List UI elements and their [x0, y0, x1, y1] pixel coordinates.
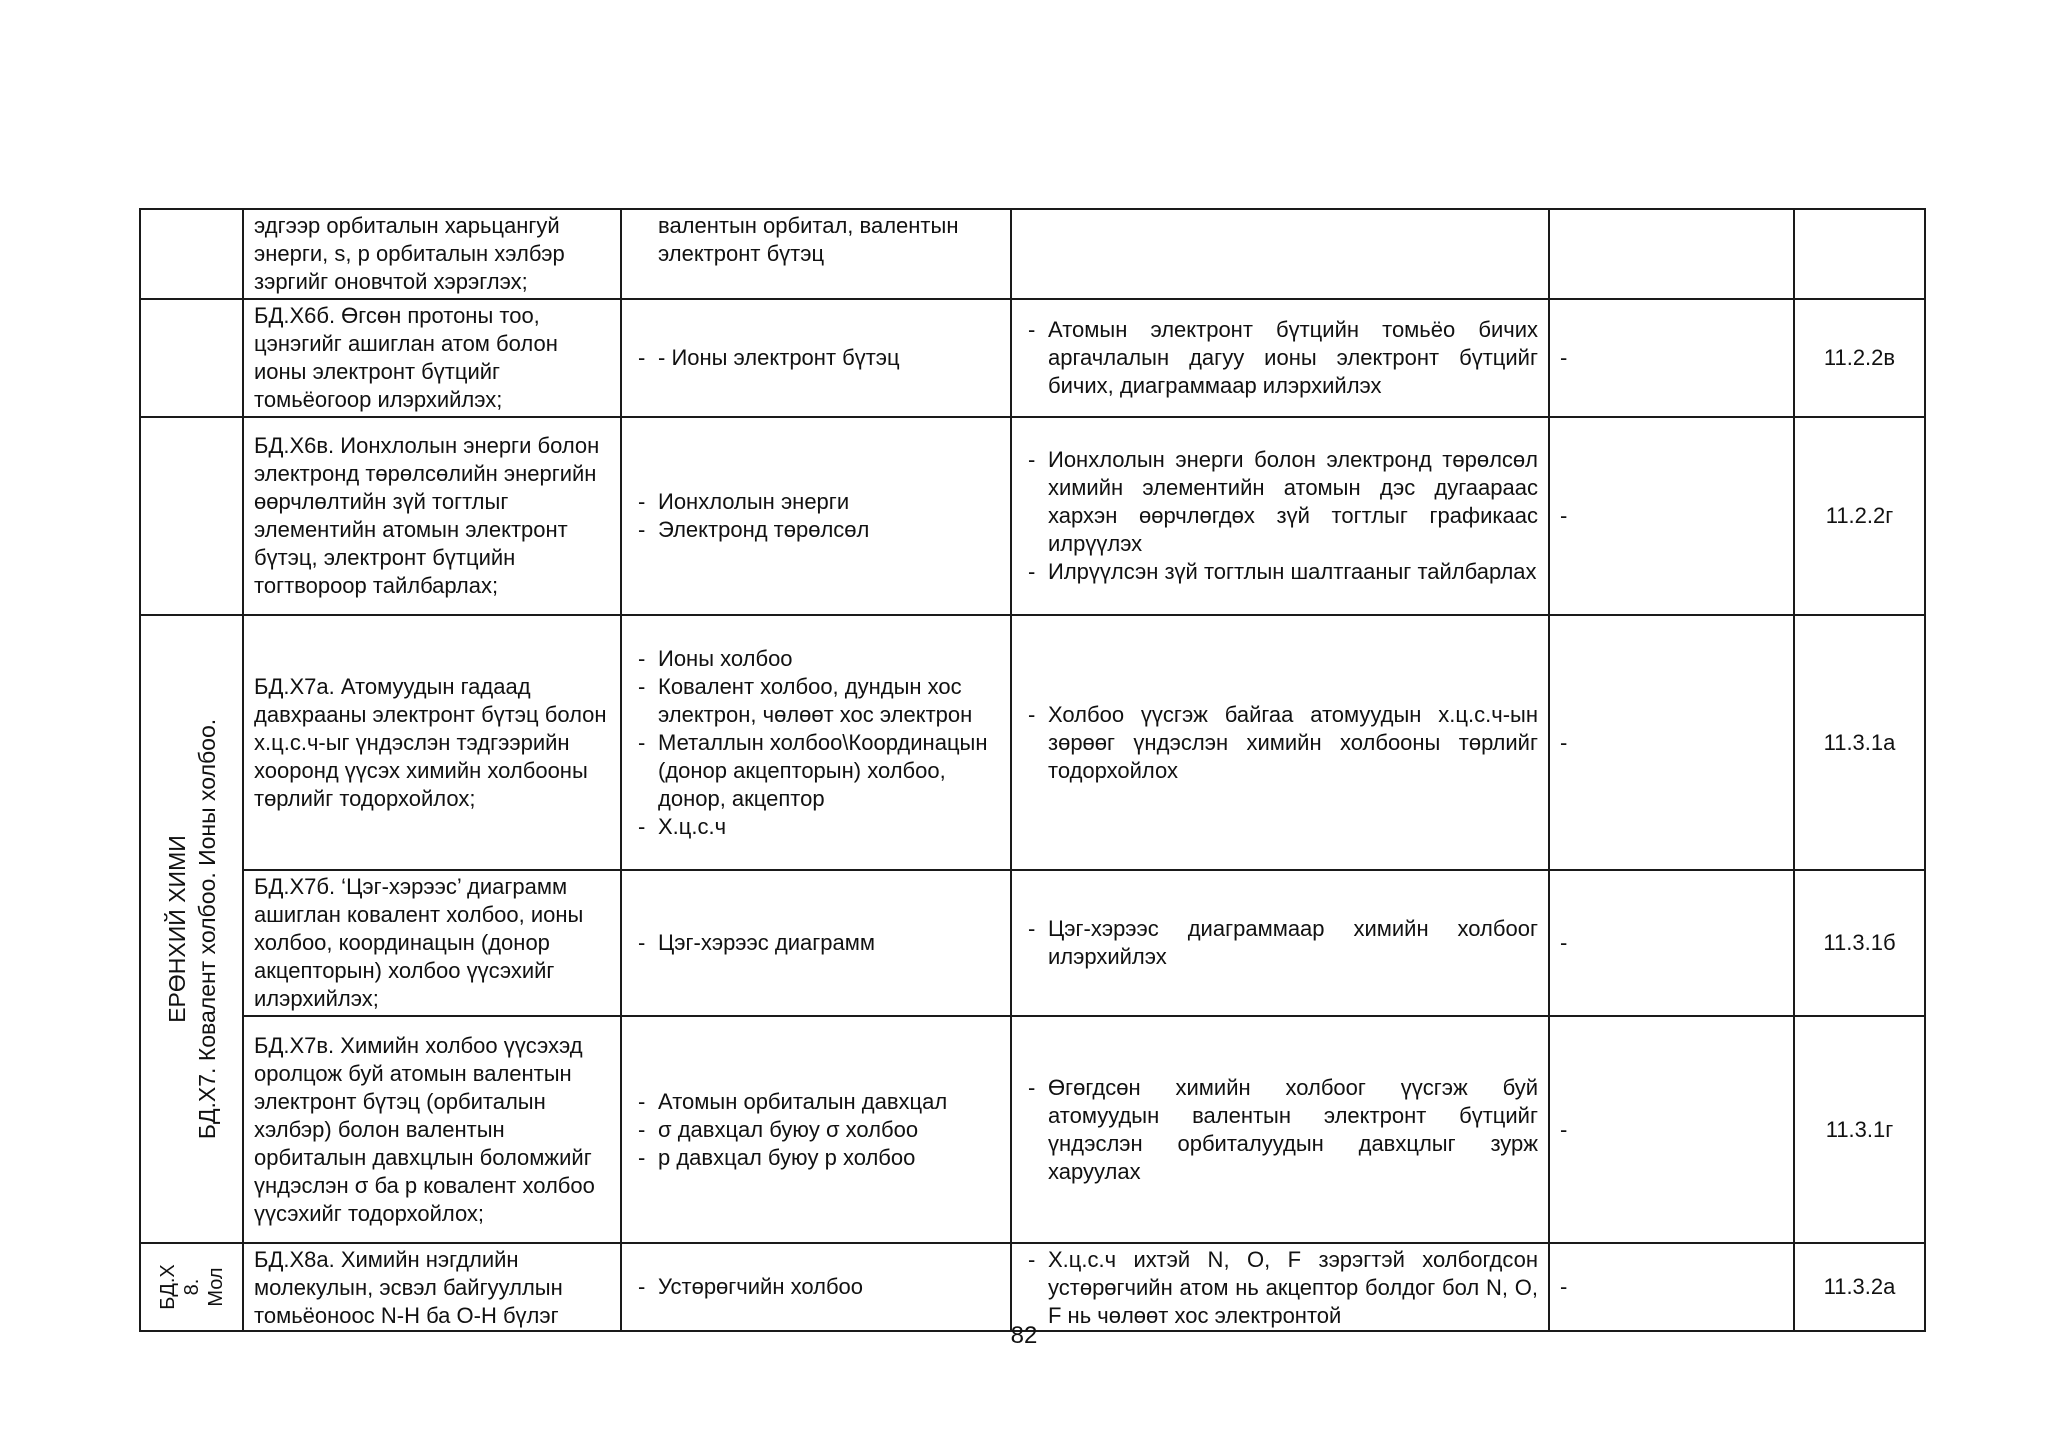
extra-cell: -: [1549, 1016, 1794, 1243]
content-cell: [621, 1016, 1011, 1243]
code-cell: 11.3.2а: [1794, 1243, 1925, 1331]
extra-cell: -: [1549, 1243, 1794, 1331]
extra-cell: [1549, 209, 1794, 299]
section-cell-bd-x7: [140, 615, 243, 1243]
list-item: - p давхцал буюу p холбоо: [658, 1144, 1000, 1172]
section-title-vertical: ЕРӨНХИЙ ХИМИ БД.Х7. Ковалент холбоо. Ионы холбоо.: [163, 718, 220, 1140]
list-item: - Холбоо үүсгэж байгаа атомуудын х.ц.с.ч-ын зөрөөг үндэслэн химийн холбооны төрлийг тодорхойлох: [1048, 701, 1538, 785]
section-cell-prev: [140, 209, 243, 299]
objective-cell: БД.Х8а. Химийн нэгдлийн молекулын, эсвэл байгууллын томьёоноос N-H ба O-H бүлэг: [243, 1243, 621, 1331]
criteria-list: [1022, 915, 1538, 971]
content-list: [632, 1273, 1000, 1301]
list-item: - Металлын холбоо\Координацын (донор акцепторын) холбоо, донор, акцептор: [658, 729, 1000, 813]
content-list: [632, 929, 1000, 957]
objective-cell: БД.Х6в. Ионхлолын энерги болон электронд төрөлсөлийн энергийн өөрчлөлтийн зүй тогтлыг элементийн атомын электронт бүтэц, электронт бүтцийн тогтвороор тайлбарлах;: [243, 417, 621, 615]
list-item: - Өгөгдсөн химийн холбоог үүсгэж буй атомуудын валентын электронт бүтцийг үндэслэн орбиталуудын давхцлыг зурж харуулах: [1048, 1074, 1538, 1186]
content-cell: [621, 417, 1011, 615]
criteria-list: [1022, 316, 1538, 400]
content-list: [632, 344, 1000, 372]
criteria-list: [1022, 446, 1538, 586]
list-item: - Х.ц.с.ч: [658, 813, 1000, 841]
list-item: - Устөрөгчийн холбоо: [658, 1273, 1000, 1301]
criteria-cell: [1011, 417, 1549, 615]
content-cell: [621, 1243, 1011, 1331]
list-item: - Ковалент холбоо, дундын хос электрон, чөлөөт хос электрон: [658, 673, 1000, 729]
list-item: - Х.ц.с.ч ихтэй N, O, F зэрэгтэй холбогдсон устөрөгчийн атом нь акцептор болдог бол N, O, F нь чөлөөт хос электронтой: [1048, 1246, 1538, 1328]
criteria-cell: [1011, 209, 1549, 299]
code-cell: [1794, 209, 1925, 299]
table-row: [140, 1243, 1925, 1331]
objective-cell: БД.Х7в. Химийн холбоо үүсэхэд оролцож буй атомын валентын электронт бүтэц (орбиталын хэлбэр) болон валентын орбиталын давхцлын боломжийг үндэслэн σ ба p ковалент холбоо үүсэхийг тодорхойлох;: [243, 1016, 621, 1243]
criteria-list: [1022, 1246, 1538, 1328]
table-row: [140, 870, 1925, 1016]
curriculum-table: [139, 208, 1926, 1332]
objective-cell: БД.Х6б. Өгсөн протоны тоо, цэнэгийг ашиглан атом болон ионы электронт бүтцийг томьёогоор илэрхийлэх;: [243, 299, 621, 417]
content-cell: [621, 615, 1011, 870]
table-row: [140, 615, 1925, 870]
objective-cell: эдгээр орбиталын харьцангуй энерги, s, p орбиталын хэлбэр зэргийг оновчтой хэрэглэх;: [243, 209, 621, 299]
section-title-vertical: БД.Х 8. Мол: [156, 1264, 227, 1310]
table-row: [140, 209, 1925, 299]
extra-cell: -: [1549, 417, 1794, 615]
content-cell: валентын орбитал, валентын электронт бүтэц: [621, 209, 1011, 299]
list-item: - Ионхлолын энерги: [658, 488, 1000, 516]
list-item: - Ионы холбоо: [658, 645, 1000, 673]
list-item: - Цэг-хэрээс диаграммаар химийн холбоог илэрхийлэх: [1048, 915, 1538, 971]
table-row: [140, 1016, 1925, 1243]
code-cell: 11.3.1б: [1794, 870, 1925, 1016]
criteria-list: [1022, 701, 1538, 785]
criteria-cell: [1011, 299, 1549, 417]
section-cell-prev: [140, 299, 243, 417]
list-item: - Атомын электронт бүтцийн томьёо бичих аргачлалын дагуу ионы электронт бүтцийг бичих, диаграммаар илэрхийлэх: [1048, 316, 1538, 400]
list-item: - Электронд төрөлсөл: [658, 516, 1000, 544]
extra-cell: -: [1549, 299, 1794, 417]
objective-cell: БД.Х7а. Атомуудын гадаад давхрааны электронт бүтэц болон х.ц.с.ч-ыг үндэслэн тэдгээрийн хооронд үүсэх химийн холбооны төрлийг тодорхойлох;: [243, 615, 621, 870]
table-row: [140, 417, 1925, 615]
code-cell: 11.3.1г: [1794, 1016, 1925, 1243]
code-cell: 11.2.2г: [1794, 417, 1925, 615]
list-item: - Атомын орбиталын давхцал: [658, 1088, 1000, 1116]
extra-cell: -: [1549, 615, 1794, 870]
list-item: - σ давхцал буюу σ холбоо: [658, 1116, 1000, 1144]
list-item: - Ионхлолын энерги болон электронд төрөлсөл химийн элементийн атомын дэс дугаараас хархэн өөрчлөгдөх зүй тогтлыг графикаас илрүүлэх: [1048, 446, 1538, 558]
code-cell: 11.3.1а: [1794, 615, 1925, 870]
extra-cell: -: [1549, 870, 1794, 1016]
criteria-cell: [1011, 870, 1549, 1016]
objective-cell: БД.Х7б. ‘Цэг-хэрээс’ диаграмм ашиглан ковалент холбоо, ионы холбоо, координацын (донор акцепторын) холбоо үүсэхийг илэрхийлэх;: [243, 870, 621, 1016]
criteria-list: [1022, 1074, 1538, 1186]
list-item: - Цэг-хэрээс диаграмм: [658, 929, 1000, 957]
code-cell: 11.2.2в: [1794, 299, 1925, 417]
content-list: [632, 488, 1000, 544]
list-item: - Илрүүлсэн зүй тогтлын шалтгааныг тайлбарлах: [1048, 558, 1538, 586]
content-list: [632, 645, 1000, 841]
content-cell: [621, 299, 1011, 417]
criteria-cell: [1011, 615, 1549, 870]
section-cell-bd-x8: [140, 1243, 243, 1331]
table-row: [140, 299, 1925, 417]
content-list: [632, 1088, 1000, 1172]
criteria-cell: [1011, 1016, 1549, 1243]
section-cell-prev: [140, 417, 243, 615]
criteria-cell: [1011, 1243, 1549, 1331]
page-number: 82: [1010, 1322, 1038, 1349]
content-cell: [621, 870, 1011, 1016]
list-item: - - Ионы электронт бүтэц: [658, 344, 1000, 372]
